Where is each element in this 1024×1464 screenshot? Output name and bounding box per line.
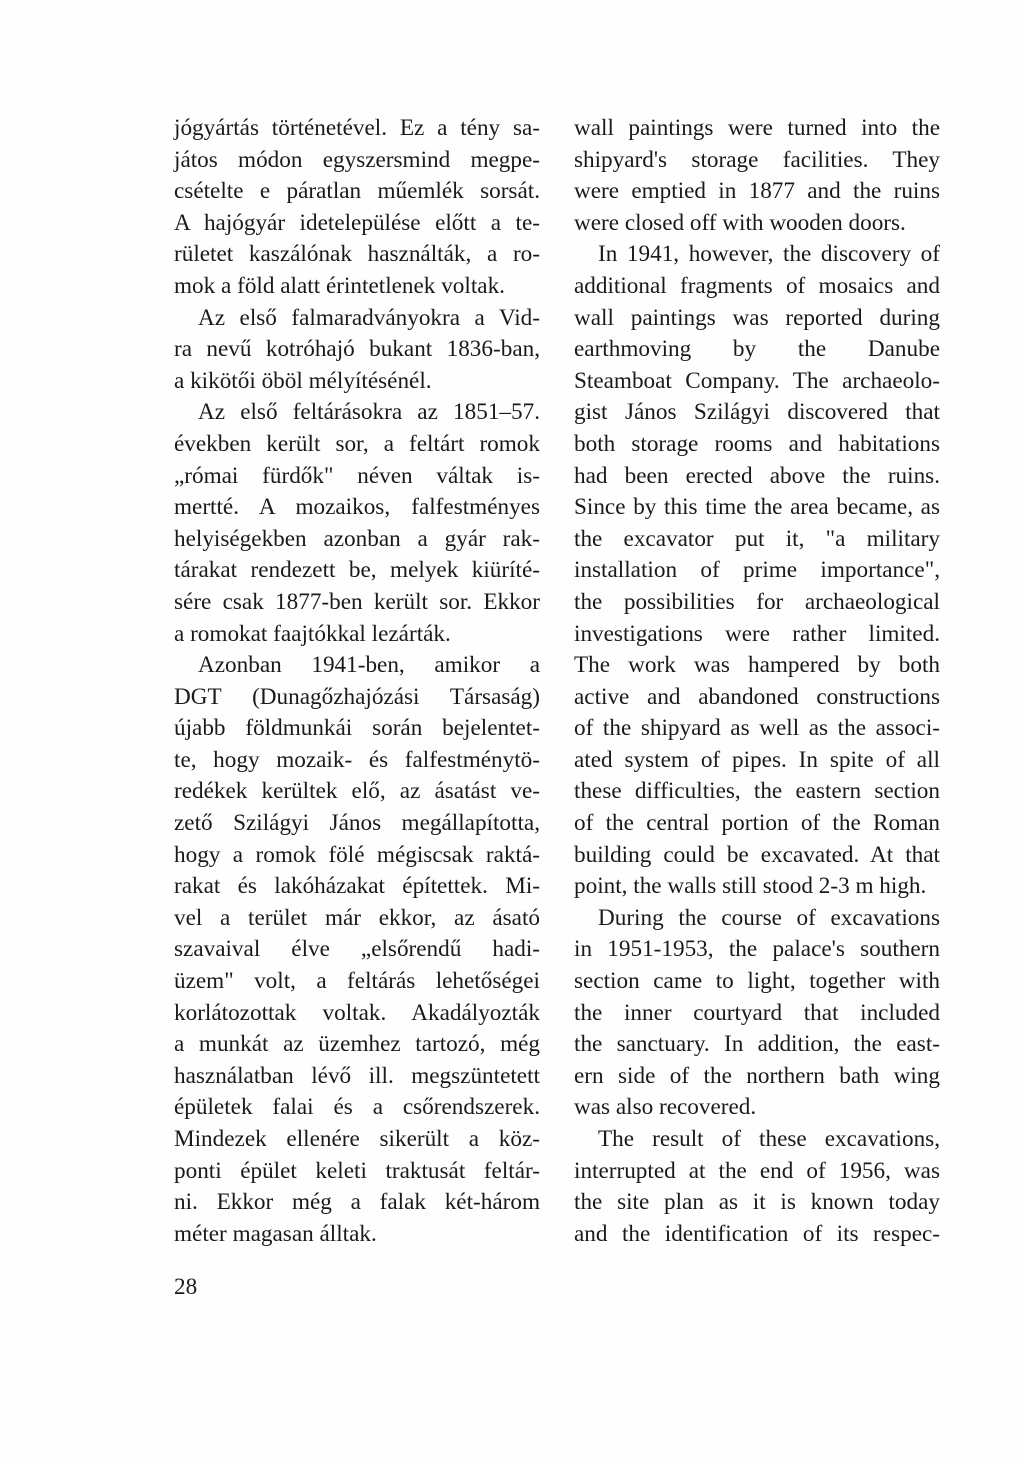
text-line: tárakat rendezett be, melyek kiüríté- xyxy=(174,557,540,584)
text-line: ponti épület keleti traktusát feltár- xyxy=(174,1157,540,1184)
text-line: installation of prime importance", xyxy=(574,557,940,584)
text-line: the site plan as it is known today xyxy=(574,1189,940,1216)
text-line: of the shipyard as well as the associ- xyxy=(574,715,940,742)
text-line: üzem" volt, a feltárás lehetőségei xyxy=(174,968,540,995)
text-line: During the course of excavations xyxy=(598,904,940,931)
text-line: jógyártás történetével. Ez a tény sa- xyxy=(174,115,540,141)
text-line: mok a föld alatt érintetlenek voltak. xyxy=(174,272,505,299)
text-line: A hajógyár idetelepülése előtt a te- xyxy=(174,209,540,236)
text-line: and the identification of its respec- xyxy=(574,1220,940,1247)
text-line: investigations were rather limited. xyxy=(574,620,940,647)
text-line: te, hogy mozaik- és falfestménytö- xyxy=(174,746,540,773)
text-line: these difficulties, the eastern section xyxy=(574,778,940,805)
text-line: the sanctuary. In addition, the east- xyxy=(574,1031,940,1058)
text-line: in 1951-1953, the palace's southern xyxy=(574,936,940,963)
text-line: gist János Szilágyi discovered that xyxy=(574,399,940,426)
text-line: szavaival élve „elsőrendű hadi- xyxy=(174,936,540,963)
text-line: DGT (Dunagőzhajózási Társaság) xyxy=(174,683,540,710)
text-line: wall paintings was reported during xyxy=(574,304,940,331)
text-line: mertté. A mozaikos, falfestményes xyxy=(174,494,540,521)
text-line: Azonban 1941-ben, amikor a xyxy=(198,652,540,679)
text-line: Mindezek ellenére sikerült a köz- xyxy=(174,1126,540,1152)
text-line: rakat és lakóházakat építettek. Mi- xyxy=(174,873,540,900)
text-line: The result of these excavations, xyxy=(598,1126,940,1152)
text-line: a kikötői öböl mélyítésénél. xyxy=(174,367,432,394)
hungarian-text-column xyxy=(174,113,540,1250)
text-line: korlátozottak voltak. Akadályozták xyxy=(174,999,540,1026)
page-number: 28 xyxy=(174,1274,198,1300)
text-line: helyiségekben azonban a gyár rak- xyxy=(174,525,540,552)
text-line: section came to light, together with xyxy=(574,968,940,995)
text-line: The work was hampered by both xyxy=(574,652,940,679)
text-line: „római fürdők" néven váltak is- xyxy=(174,462,540,489)
text-line: Az első falmaradványokra a Vid- xyxy=(198,304,540,331)
text-line: rületet kaszálónak használták, a ro- xyxy=(174,241,540,268)
text-line: earthmoving by the Danube xyxy=(574,336,940,363)
text-line: building could be excavated. At that xyxy=(574,841,940,868)
text-line: active and abandoned constructions xyxy=(574,683,940,710)
text-line: shipyard's storage facilities. They xyxy=(574,146,940,173)
text-line: ni. Ekkor még a falak két-három xyxy=(174,1189,540,1216)
english-text-column xyxy=(574,113,940,1250)
text-line: was also recovered. xyxy=(574,1094,757,1121)
text-line: Since by this time the area became, as xyxy=(574,494,940,521)
text-line: években került sor, a feltárt romok xyxy=(174,430,540,457)
text-line: játos módon egyszersmind megpe- xyxy=(174,146,540,173)
text-line: ern side of the northern bath wing xyxy=(574,1062,940,1089)
text-line: point, the walls still stood 2-3 m high. xyxy=(574,873,927,900)
text-line: Az első feltárásokra az 1851–57. xyxy=(198,399,540,426)
text-line: had been erected above the ruins. xyxy=(574,462,940,489)
text-line: méter magasan álltak. xyxy=(174,1220,377,1247)
text-line: wall paintings were turned into the xyxy=(574,115,940,141)
text-line: the possibilities for archaeological xyxy=(574,588,940,615)
text-line: Steamboat Company. The archaeolo- xyxy=(574,367,940,394)
text-line: redékek kerültek elő, az ásatást ve- xyxy=(174,778,540,805)
text-line: the excavator put it, "a military xyxy=(574,525,940,552)
text-line: csételte e páratlan műemlék sorsát. xyxy=(174,178,540,205)
text-line: were emptied in 1877 and the ruins xyxy=(574,178,940,205)
text-line: both storage rooms and habitations xyxy=(574,430,940,457)
text-line: használatban lévő ill. megszüntetett xyxy=(174,1062,540,1089)
text-line: a munkát az üzemhez tartozó, még xyxy=(174,1031,540,1058)
text-line: a romokat faajtókkal lezárták. xyxy=(174,620,451,647)
text-line: hogy a romok fölé mégiscsak raktá- xyxy=(174,841,540,868)
text-line: újabb földmunkái során bejelentet- xyxy=(174,715,540,742)
text-line: zető Szilágyi János megállapította, xyxy=(174,810,540,837)
text-line: of the central portion of the Roman xyxy=(574,810,940,837)
text-line: interrupted at the end of 1956, was xyxy=(574,1157,940,1184)
text-line: sére csak 1877-ben került sor. Ekkor xyxy=(174,588,540,615)
text-line: were closed off with wooden doors. xyxy=(574,209,906,236)
text-line: vel a terület már ekkor, az ásató xyxy=(174,904,540,931)
text-line: épületek falai és a csőrendszerek. xyxy=(174,1094,540,1121)
text-line: the inner courtyard that included xyxy=(574,999,940,1026)
text-line: ated system of pipes. In spite of all xyxy=(574,746,940,773)
text-line: ra nevű kotróhajó bukant 1836-ban, xyxy=(174,336,540,363)
text-line: additional fragments of mosaics and xyxy=(574,272,940,299)
text-line: In 1941, however, the discovery of xyxy=(598,241,940,268)
